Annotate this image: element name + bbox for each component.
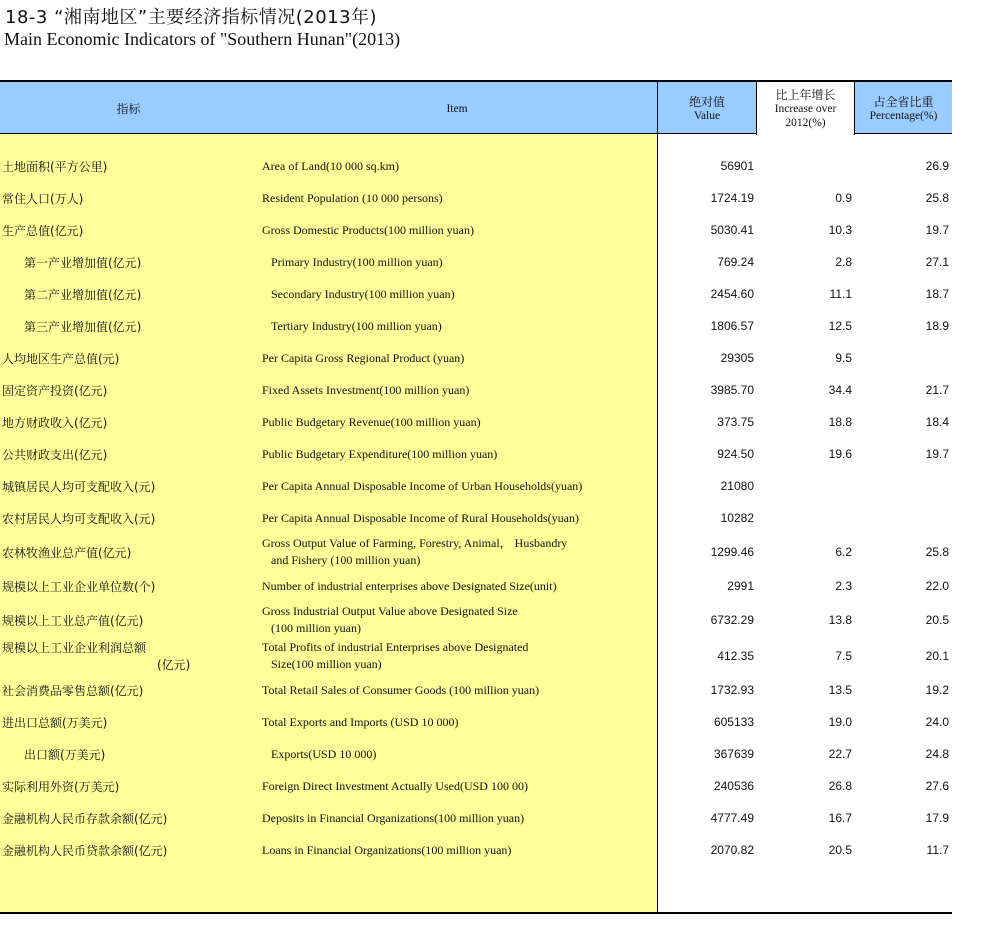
row-increase: 20.5 (828, 843, 852, 857)
row-increase: 26.8 (828, 779, 852, 793)
row-label-cn (2, 310, 257, 342)
row-increase: 19.6 (828, 447, 852, 461)
row-label-en (262, 602, 652, 638)
row-percentage: 18.9 (925, 319, 949, 333)
row-label-cn-text: 农村居民人均可支配收入(元) (2, 511, 156, 526)
row-value: 2454.60 (710, 287, 754, 301)
row-percentage: 11.7 (926, 843, 949, 857)
row-label-cn-text: 规模以上工业总产值(亿元) (2, 613, 144, 628)
row-increase: 13.8 (828, 613, 852, 627)
row-label-cn-text: 常住人口(万人) (2, 191, 84, 206)
row-label-cn (2, 278, 257, 310)
header-increase-cn: 比上年增长 (775, 87, 836, 102)
row-value: 1724.19 (710, 191, 754, 205)
row-label-cn-text: 地方财政收入(亿元) (2, 415, 108, 430)
row-label-cn (2, 706, 257, 738)
row-increase: 0.9 (835, 191, 852, 205)
row-label-en (262, 438, 652, 470)
row-label-cn-text: 生产总值(亿元) (2, 223, 84, 238)
page-title-en: Main Economic Indicators of "Southern Hunan"(2013) (4, 29, 401, 49)
row-increase: 10.3 (828, 223, 852, 237)
row-percentage: 26.9 (925, 159, 949, 173)
row-value: 1299.46 (710, 545, 754, 559)
row-label-en-text: Secondary Industry(100 million yuan) (271, 286, 455, 301)
header-value-cn: 绝对值 (688, 94, 725, 109)
row-increase: 11.1 (829, 287, 852, 301)
row-label-en-text: Per Capita Annual Disposable Income of Urban Households(yuan) (262, 478, 583, 493)
row-percentage: 18.7 (925, 287, 949, 301)
row-label-cn-text: 实际利用外资(万美元) (2, 779, 120, 794)
row-label-cn-text: 农林牧渔业总产值(亿元) (2, 545, 132, 560)
row-label-en (262, 214, 652, 246)
row-label-en-text: Per Capita Gross Regional Product (yuan) (262, 350, 465, 365)
row-value: 6732.29 (710, 613, 754, 627)
header-increase (756, 82, 854, 135)
header-percentage (854, 82, 952, 135)
row-label-cn-text: 规模以上工业企业利润总额 (2, 641, 147, 655)
row-label-en-text: Public Budgetary Expenditure(100 million yuan) (262, 446, 498, 461)
row-label-cn (2, 374, 257, 406)
row-label-en (262, 310, 652, 342)
row-label-cn-text: 第一产业增加值(亿元) (24, 255, 142, 270)
header-item-label: Item (446, 102, 468, 115)
row-label-cn (2, 602, 257, 638)
row-label-en (262, 638, 652, 674)
header-percentage-cn: 占全省比重 (873, 94, 934, 109)
row-percentage: 24.0 (925, 715, 949, 729)
indicators-table (0, 80, 952, 914)
row-label-cn (2, 182, 257, 214)
row-percentage: 20.5 (925, 613, 949, 627)
row-label-en-text: Primary Industry(100 million yuan) (271, 254, 443, 269)
row-label-en-text: Number of industrial enterprises above Designated Size(unit) (262, 578, 557, 593)
row-label-en (262, 246, 652, 278)
row-label-cn (2, 438, 257, 470)
row-label-en-text: Fixed Assets Investment(100 million yuan) (262, 382, 470, 397)
row-value: 2991 (727, 579, 754, 593)
row-label-cn (2, 470, 257, 502)
row-increase (757, 150, 852, 182)
table-row (0, 802, 952, 834)
row-label-cn-text: 土地面积(平方公里) (2, 159, 108, 174)
row-percentage: 21.7 (925, 383, 949, 397)
row-label-en-text: Total Exports and Imports (USD 10 000) (262, 714, 459, 729)
row-label-cn (2, 342, 257, 374)
row-label-en-text: Foreign Direct Investment Actually Used(USD 100 00) (262, 778, 528, 793)
row-percentage: 27.1 (925, 255, 949, 269)
row-label-en (262, 834, 652, 866)
row-increase: 12.5 (828, 319, 852, 333)
row-label-en (262, 738, 652, 770)
row-percentage: 24.8 (925, 747, 949, 761)
row-label-cn-text: 金融机构人民币存款余额(亿元) (2, 811, 168, 826)
row-label-en-text: Area of Land(10 000 sq.km) (262, 158, 399, 173)
row-value: 5030.41 (710, 223, 754, 237)
row-value: 412.35 (717, 649, 754, 663)
row-label-en-text: Resident Population (10 000 persons) (262, 190, 443, 205)
row-value: 10282 (720, 511, 754, 525)
row-label-en (262, 182, 652, 214)
header-increase-en-1: Increase over (774, 102, 837, 115)
table-row (0, 706, 952, 738)
row-increase: 7.5 (835, 649, 852, 663)
row-value: 769.24 (717, 255, 754, 269)
row-percentage (855, 470, 949, 502)
row-label-cn-text: 城镇居民人均可支配收入(元) (2, 479, 156, 494)
row-percentage: 19.2 (925, 683, 949, 697)
row-value: 29305 (720, 351, 754, 365)
row-value: 2070.82 (710, 843, 754, 857)
row-label-en-text: Public Budgetary Revenue(100 million yuan) (262, 414, 481, 429)
row-label-en (262, 150, 652, 182)
table-row (0, 738, 952, 770)
row-label-cn (2, 770, 257, 802)
table-row (0, 342, 952, 374)
row-label-cn-text: 金融机构人民币贷款余额(亿元) (2, 843, 168, 858)
table-row (0, 674, 952, 706)
row-percentage: 27.6 (925, 779, 949, 793)
table-row (0, 374, 952, 406)
row-value: 3985.70 (710, 383, 754, 397)
row-label-cn (2, 214, 257, 246)
table-header (0, 80, 952, 134)
table-row (0, 602, 952, 638)
row-value: 373.75 (717, 415, 754, 429)
row-label-cn (2, 802, 257, 834)
row-label-cn (2, 674, 257, 706)
row-label-cn-text: 第三产业增加值(亿元) (24, 319, 142, 334)
row-increase: 13.5 (828, 683, 852, 697)
row-label-cn-text: 进出口总额(万美元) (2, 715, 108, 730)
page-title-cn: 18-3 “湘南地区”主要经济指标情况(2013年) (5, 7, 378, 28)
row-label-en-text-line2: (100 million yuan) (271, 621, 361, 635)
row-increase (757, 470, 852, 502)
row-value: 21080 (720, 479, 754, 493)
header-item (257, 82, 657, 135)
row-value: 1806.57 (710, 319, 754, 333)
row-percentage: 25.8 (925, 191, 949, 205)
table-row (0, 638, 952, 674)
table-row (0, 214, 952, 246)
row-label-cn-text: 出口额(万美元) (24, 747, 106, 762)
row-label-cn (2, 502, 257, 534)
row-percentage (855, 502, 949, 534)
row-label-en-text: Loans in Financial Organizations(100 million yuan) (262, 842, 512, 857)
row-label-en (262, 278, 652, 310)
row-label-en (262, 534, 652, 570)
table-row (0, 834, 952, 866)
header-increase-en-2: 2012(%) (785, 116, 826, 129)
row-label-en-text: Gross Output Value of Farming, Forestry, Animal， Husbandry (262, 536, 568, 550)
row-label-cn (2, 738, 257, 770)
row-label-en (262, 342, 652, 374)
row-value: 924.50 (717, 447, 754, 461)
row-label-cn-text: 社会消费品零售总额(亿元) (2, 683, 144, 698)
table-bottom-rule (0, 912, 952, 914)
row-label-en (262, 374, 652, 406)
row-increase: 34.4 (828, 383, 852, 397)
row-increase: 18.8 (828, 415, 852, 429)
row-label-en-text: Deposits in Financial Organizations(100 million yuan) (262, 810, 525, 825)
row-percentage: 25.8 (925, 545, 949, 559)
row-label-cn-text: 第二产业增加值(亿元) (24, 287, 142, 302)
row-percentage: 17.9 (925, 811, 949, 825)
row-label-en-text: Per Capita Annual Disposable Income of Rural Households(yuan) (262, 510, 579, 525)
row-percentage (855, 342, 949, 374)
table-row (0, 534, 952, 570)
row-label-en-text: Total Profits of industrial Enterprises above Designated (262, 640, 529, 654)
row-label-en-text: Total Retail Sales of Consumer Goods (100 million yuan) (262, 682, 540, 697)
row-label-en-text: Gross Industrial Output Value above Designated Size (262, 604, 518, 618)
row-label-en (262, 406, 652, 438)
header-value (657, 82, 756, 135)
table-row (0, 406, 952, 438)
row-label-cn (2, 638, 257, 674)
row-increase: 2.3 (835, 579, 852, 593)
row-label-en-text-line2: and Fishery (100 million yuan) (271, 553, 421, 567)
row-label-en-text: Tertiary Industry(100 million yuan) (271, 318, 442, 333)
row-label-cn (2, 150, 257, 182)
table-row (0, 150, 952, 182)
header-indicator-label: 指标 (116, 101, 141, 116)
row-label-en (262, 706, 652, 738)
row-value: 56901 (720, 159, 754, 173)
table-row (0, 182, 952, 214)
row-label-cn (2, 834, 257, 866)
row-value: 4777.49 (710, 811, 754, 825)
row-label-cn-text: 人均地区生产总值(元) (2, 351, 120, 366)
table-row (0, 438, 952, 470)
row-label-cn (2, 246, 257, 278)
row-increase: 2.8 (835, 255, 852, 269)
row-label-en (262, 470, 652, 502)
table-row (0, 470, 952, 502)
row-value: 240536 (713, 779, 754, 793)
row-label-cn (2, 406, 257, 438)
row-label-cn-text: 公共财政支出(亿元) (2, 447, 108, 462)
table-row (0, 770, 952, 802)
row-increase: 22.7 (828, 747, 852, 761)
row-value: 1732.93 (710, 683, 754, 697)
row-label-en (262, 502, 652, 534)
table-row (0, 502, 952, 534)
row-label-cn-text: 规模以上工业企业单位数(个) (2, 579, 156, 594)
row-value: 605133 (713, 715, 754, 729)
table-row (0, 278, 952, 310)
header-percentage-en: Percentage(%) (869, 109, 938, 122)
row-label-en (262, 570, 652, 602)
row-percentage: 20.1 (925, 649, 949, 663)
header-value-en: Value (693, 109, 721, 122)
table-row (0, 310, 952, 342)
row-increase: 6.2 (835, 545, 852, 559)
row-label-cn-text: 固定资产投资(亿元) (2, 383, 108, 398)
header-indicator (0, 82, 257, 135)
row-increase: 19.0 (828, 715, 852, 729)
row-increase: 9.5 (835, 351, 852, 365)
row-increase (757, 502, 852, 534)
row-label-cn (2, 570, 257, 602)
row-value: 367639 (713, 747, 754, 761)
row-increase: 16.7 (828, 811, 852, 825)
table-row (0, 570, 952, 602)
row-percentage: 19.7 (925, 223, 949, 237)
table-row (0, 246, 952, 278)
row-label-en (262, 802, 652, 834)
row-percentage: 22.0 (925, 579, 949, 593)
row-percentage: 18.4 (925, 415, 949, 429)
row-label-en-text-line2: Size(100 million yuan) (271, 657, 382, 671)
row-label-en-text: Gross Domestic Products(100 million yuan) (262, 222, 474, 237)
row-label-cn (2, 534, 257, 570)
row-percentage: 19.7 (925, 447, 949, 461)
row-label-cn-text-line2: (亿元) (157, 658, 191, 672)
row-label-en (262, 674, 652, 706)
row-label-en-text: Exports(USD 10 000) (271, 746, 377, 761)
row-label-en (262, 770, 652, 802)
